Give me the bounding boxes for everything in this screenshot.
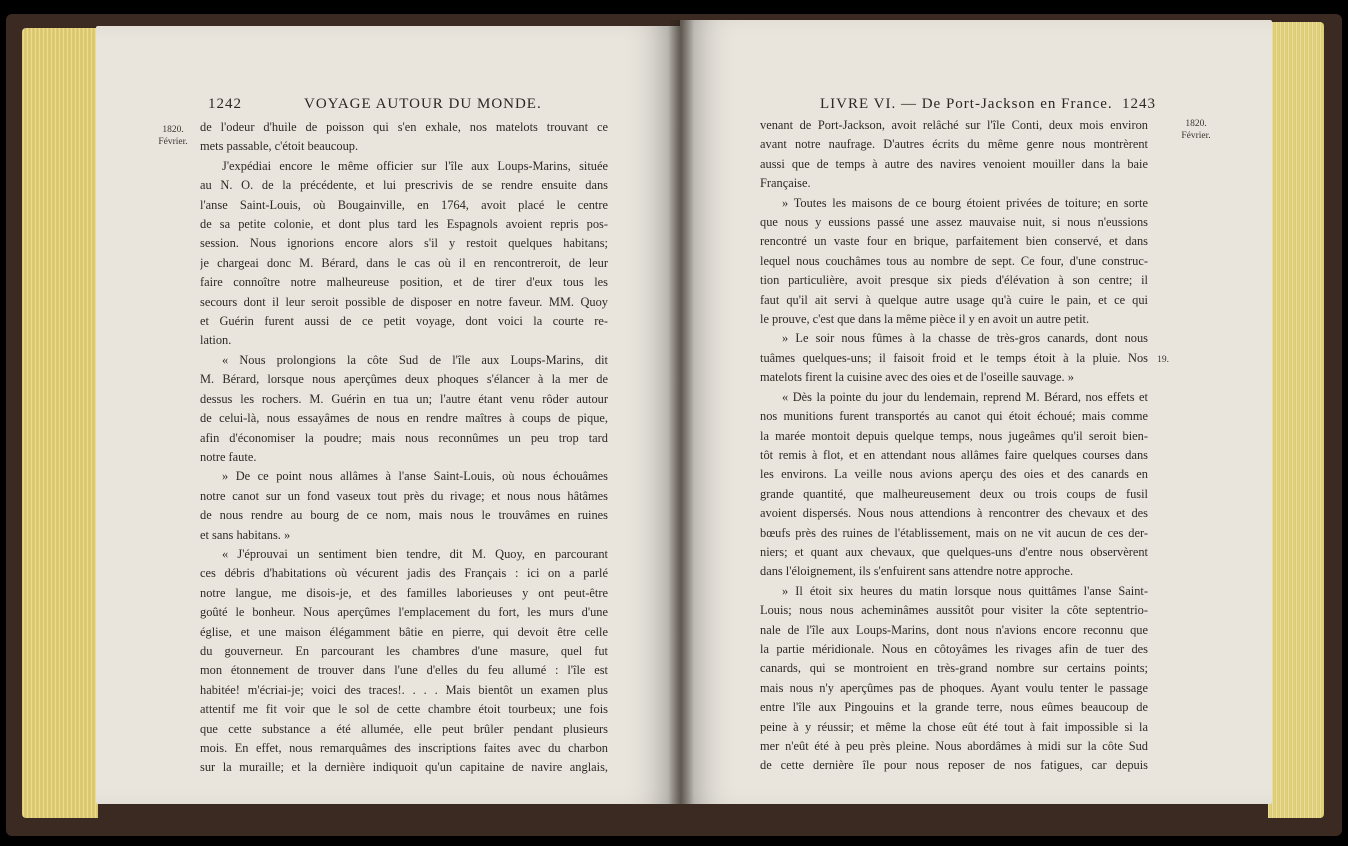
text-line: nos munitions furent transportés au canot qui étoit échoué; mais comme [760, 409, 1148, 424]
book-gutter [668, 20, 694, 804]
text-line: niers; et quant aux chevaux, que quelques-uns d'entre nous observèrent [760, 544, 1148, 559]
text-line: faire connoître notre malheureuse position, et de tirer d'eux tous les [200, 275, 608, 290]
text-line: rencontré un vaste four en brique, parfaitement bien conservé, et dans [760, 234, 1148, 249]
margin-note-year: 1820. [162, 125, 184, 135]
text-line: canards, qui se montroient en très-grand nombre sur certains points; [760, 661, 1148, 676]
text-line: grande quantité, que malheureusement deux ou trois coups de fusil [760, 486, 1148, 501]
text-line: de l'odeur d'huile de poisson qui s'en exhale, nos matelots trouvant ce [200, 120, 608, 134]
left-page-number: 1242 [208, 96, 242, 112]
left-running-title: VOYAGE AUTOUR DU MONDE. [304, 96, 542, 112]
text-line: matelots firent la cuisine avec des oies et de l'oseille sauvage. » [760, 370, 1074, 385]
text-line: J'expédiai encore le même officier sur l'île aux Loups-Marins, située [222, 158, 608, 173]
text-line: la partie méridionale. Nous en côtoyâmes les rivages afin de tuer des [760, 641, 1148, 656]
text-line: « Nous prolongions la côte Sud de l'île aux Loups-Marins, dit [222, 352, 608, 367]
text-line: l'anse Saint-Louis, où Bougainville, en 1764, avoit placé le centre [200, 197, 608, 212]
margin-note-year: 1820. [1185, 119, 1207, 129]
right-running-title: LIVRE VI. — De Port-Jackson en France. [820, 96, 1113, 112]
text-line: peine à y réussir; et même la chose eût été tout à fait impossible si la [760, 719, 1148, 734]
left-page [96, 26, 680, 804]
right-page-edges [1268, 22, 1324, 818]
text-line: « Dès la pointe du jour du lendemain, reprend M. Bérard, nos effets et [782, 389, 1148, 404]
text-line: mais nous n'y aperçûmes pas de phoques. Ayant voulu tenter le passage [760, 680, 1148, 695]
text-line: faut qu'il ait servi à quelque autre usage qu'à cuire le pain, et ce qui [760, 292, 1148, 307]
text-line: habitée! m'écriai-je; voici des traces!. . . . Mais bientôt un examen plus [200, 682, 608, 697]
text-line: « J'éprouvai un sentiment bien tendre, dit M. Quoy, en parcourant [222, 546, 608, 561]
text-line: » Il étoit six heures du matin lorsque nous quittâmes l'anse Saint- [782, 583, 1148, 598]
text-line: et sans habitans. » [200, 527, 291, 542]
text-line: de nous rendre au bourg de ce nom, mais nous le trouvâmes en ruines [200, 508, 608, 523]
text-line: et Guérin furent aussi de ce petit voyage, dont voici la courte re- [200, 314, 608, 329]
text-line: entre l'île aux Pingouins et la grande terre, nous eûmes beaucoup de [760, 700, 1148, 715]
text-line: je chargeai donc M. Bérard, dans le cas où il en rencontreroit, de leur [200, 255, 608, 270]
text-line: mer n'eût été à peu près pleine. Nous abordâmes à midi sur la côte Sud [760, 739, 1148, 753]
text-line: du gouverneur. En parcourant les chambres d'une masure, quel fut [200, 643, 608, 658]
text-line: Française. [760, 176, 811, 191]
text-line: Louis; nous nous acheminâmes aussitôt pour visiter la côte septentrio- [760, 603, 1148, 618]
text-line: le prouve, c'est que dans la même pièce il y en avoit un autre petit. [760, 312, 1090, 327]
text-line: avoient dispersés. Nous nous attendions à rencontrer des chevaux et des [760, 506, 1148, 521]
text-line: tuâmes quelques-uns; il faisoit froid et le temps étoit à la pluie. Nos [760, 350, 1148, 365]
text-line: au N. O. de la précédente, et lui prescrivis de se rendre ensuite dans [200, 178, 608, 193]
text-line: notre canot sur un fond vaseux tout près du rivage; et nous nous hâtâmes [200, 488, 608, 503]
text-line: afin d'économiser la poudre; mais nous reconnûmes un peu trop tard [200, 430, 608, 445]
text-line: mets passable, c'étoit beaucoup. [200, 139, 359, 154]
right-page-number: 1243 [1122, 96, 1156, 112]
text-line: » Toutes les maisons de ce bourg étoient privées de toiture; en sorte [782, 195, 1148, 210]
text-line: attentif me fit voir que le sol de cette chambre étoit tourbeux; une fois [200, 702, 608, 717]
text-line: église, et une maison élégamment bâtie en pierre, qui devoit être celle [200, 624, 608, 639]
text-line: ces débris d'habitations où vécurent jadis des Français : ici on a parlé [200, 566, 608, 581]
text-line: session. Nous ignorions encore alors s'il y restoit quelques habitans; [200, 236, 608, 251]
text-line: que nous y eussions passé une assez mauvaise nuit, si nous n'eussions [760, 215, 1148, 230]
right-margin-note [1170, 118, 1222, 142]
text-line: » De ce point nous allâmes à l'anse Saint-Louis, où nous échouâmes [222, 469, 608, 484]
text-line: tion particulière, avoit presque six pieds d'élévation à son centre; il [760, 273, 1148, 288]
text-line: venant de Port-Jackson, avoit relâché sur l'île Conti, deux mois environ [760, 118, 1148, 132]
margin-note-month: Février. [158, 137, 188, 147]
left-body-text [200, 118, 608, 778]
text-line: nale de l'île aux Loups-Marins, dont nous n'avions encore reconnu que [760, 622, 1148, 637]
text-line: de celui-là, nous essayâmes de nous en rendre maîtres à coups de pique, [200, 411, 608, 426]
text-line: aussi que de temps à autre des navires venoient mouiller dans la baie [760, 156, 1148, 171]
text-line: bœufs près des ruines de l'établissement, mais on ne vit aucun de ces der- [760, 525, 1148, 540]
text-line: secours dont il leur seroit possible de disposer en notre faveur. MM. Quoy [200, 294, 608, 309]
right-margin-day: 19. [1157, 355, 1169, 365]
left-page-edges [22, 28, 98, 818]
text-line: lation. [200, 333, 232, 348]
right-body-text [760, 116, 1148, 776]
text-line: sur la muraille; et la dernière indiquoit qu'un capitaine de navire anglais, [200, 760, 608, 775]
text-line: de sa petite colonie, et dont plus tard les Espagnols avoient repris pos- [200, 217, 608, 232]
text-line: avant notre naufrage. D'autres écrits du même genre nous montrèrent [760, 137, 1148, 152]
right-page [680, 20, 1272, 804]
text-line: notre faute. [200, 449, 257, 464]
text-line: » Le soir nous fûmes à la chasse de très-gros canards, dont nous [782, 331, 1148, 346]
text-line: mon étonnement de trouver dans l'une d'elles du feu allumé : l'île est [200, 663, 608, 678]
text-line: de cette dernière île pour nous reposer de nos fatigues, car depuis [760, 758, 1148, 773]
text-line: tôt remis à flot, et en attendant nous allâmes faire quelques courses dans [760, 447, 1148, 462]
text-line: lequel nous couchâmes tous au nombre de sept. Ce four, d'une construc- [760, 253, 1148, 268]
text-line: dessus les rochers. M. Guérin en tua un; l'autre étant venu rôder autour [200, 391, 608, 406]
text-line: notre langue, me disois-je, et des familles laborieuses y ont peut-être [200, 585, 608, 600]
text-line: mois. En effet, nous remarquâmes des inscriptions faites avec du charbon [200, 741, 608, 755]
text-line: goûté le bonheur. Nous aperçûmes l'emplacement du fort, les murs d'une [200, 605, 608, 620]
text-line: les environs. La veille nous avions aperçu des oies et des canards en [760, 467, 1148, 482]
text-line: dans l'éloignement, ils s'enfuirent sans attendre notre approche. [760, 564, 1074, 579]
text-line: la marée montoit depuis quelque temps, nous jugeâmes qu'il seroit bien- [760, 428, 1148, 443]
text-line: que cette substance a été allumée, elle peut brûler pendant plusieurs [200, 721, 608, 736]
left-margin-note [148, 124, 198, 148]
margin-note-month: Février. [1181, 131, 1211, 141]
text-line: M. Bérard, lorsque nous aperçûmes deux phoques s'élancer à la mer de [200, 372, 608, 387]
